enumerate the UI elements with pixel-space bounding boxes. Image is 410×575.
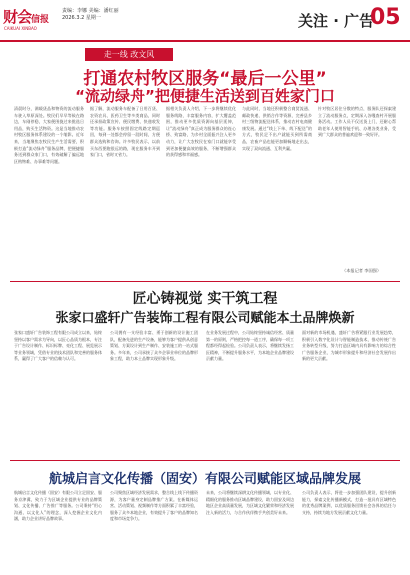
section-title: 关注 · 广告 xyxy=(298,12,375,30)
page-header xyxy=(0,0,410,46)
story-column-4: 与此同时，当地还积极整合商贸流通、邮政快递、供销合作等资源，完善县乡村三级物流配送体系，推动农村电商健康发展。通过“线上下单、线下配送”的方式，牧民足不出户就能买到所需商品，农畜产品也能更加顺畅地走出去，实现了双向流通、互利共赢。 xyxy=(242,106,312,151)
ad2-column-2: 公司聚焦区域经济发展需求，整合线上线下传播资源，为客户量身定制品牌推广方案。在新媒体运营、活动策划、视频制作等方面积累了丰富经验，服务了众多本地企业，有效提升了客户的品牌知名度和市场竞争力。 xyxy=(110,490,198,522)
ad1-headline: 匠心铸视觉 实干筑工程 xyxy=(132,291,278,307)
header-rule xyxy=(0,40,410,42)
ad2-column-4: 公司负责人表示，将进一步加强团队建设，提升创新能力，探索文化传播新模式，打造一批具有区域特色的优秀品牌案例，以优质服务回馈社会各界的信任与支持，持续为地方发展贡献文化力量。 xyxy=(302,490,396,515)
ad1-column-3: 在业务发展过程中，公司始终坚持诚信经营、质量第一的原则，严格把控每一道工序，确保每一项工程都经得起检验。公司负责人表示，将继续发扬工匠精神，不断提升服务水平，为本地企业品牌建设贡献力量。 xyxy=(206,330,294,362)
date-line: 2026.3.2 星期一 xyxy=(62,15,101,21)
ad2-column-1: 航城启言文化传播（固安）有限公司立足固安、服务京津冀，致力于为区域企业提供专业的品牌策划、文化传播、广告推广等服务。公司秉持“用心沟通、以文化人”的理念，深入挖掘企业文化内涵，助力企业讲好品牌故事。 xyxy=(14,490,102,522)
ad2-headline: 航城启言文化传播（固安）有限公司赋能区域品牌发展 xyxy=(48,472,361,487)
story-column-3: 据相关负责人介绍，下一步将继续优化服务线路，丰富服务内容，扩大覆盖范围，推动更多优质资源向基层延伸，让“流动绿舟”真正成为服务群众的连心桥、致富路，为乡村全面振兴注入更多动力，让广大农牧民在家门口就能享受到更加便捷高效的服务，不断增强群众的获得感和幸福感。 xyxy=(166,106,236,158)
story-column-1: 清晨时分，满载货品和物资的流动服务车驶入草原深处。牧民们早早等候在路边，车刚停稳，大家便围拢过来挑选日用品，购买生活物资。这是当地推动农村牧区服务体系建设的一个缩影。近年来，当地聚焦农牧民生产生活需要，积极打造“流动绿舟”服务品牌，把便捷服务送到群众家门口，有效破解了偏远地区购物难、办事难等问题。 xyxy=(14,106,84,164)
ad1-column-2: 公司拥有一支经验丰富、勇于创新的设计施工团队，配备先进的生产设备，能够为客户提供从创意策划、方案设计到生产制作、安装施工的一站式服务。多年来，公司承接了众多企事业单位的品牌形象工程，助力本土品牌实现形象升级。 xyxy=(110,330,198,362)
story-column-2: 据了解，流动服务车配备了日用百货、农资农具、医药卫生等多类商品，同时还承担政策宣传、便民缴费、快递收发等功能。服务车按照固定线路定期巡回，每到一处都会停留一段时间，方便群众选购和咨询。许多牧民表示，以前买东西要跑很远的路，现在服务车开到家门口，省时又省力。 xyxy=(90,106,160,158)
story-kicker: 走一线 改文风 xyxy=(85,48,173,61)
section-divider-1 xyxy=(10,281,400,282)
story-column-5: 针对牧区居住分散的特点，服务队还探索建立了流动服务点，定期深入各嘎查村开展服务活动。工作人员不仅送货上门，还耐心帮助老年人使用智能手机、办理各类业务，受到广大群众的普遍欢迎和一致好评。 xyxy=(318,106,396,138)
newspaper-brand: 财会信报 xyxy=(3,8,50,26)
story-byline: （本报记者 李国强） xyxy=(342,268,382,273)
ad2-column-3: 未来，公司将继续深耕文化传播领域，以专业化、精细化的服务推动区域品牌建设，助力固安及周边地区企业高质量发展，为区域文化繁荣和经济发展注入新的活力，与合作伙伴携手共创美好未来。 xyxy=(206,490,294,515)
brand-subtitle: CAIKUAI XINBAO xyxy=(4,26,37,31)
editor-line: 责编：李娜 美编：潘红丽 xyxy=(62,8,119,14)
issue-meta xyxy=(62,8,119,22)
ad1-column-4: 面对新的市场机遇，盛轩广告将紧跟行业发展趋势，积极引入数字化设计与智能制造技术，推动传统广告业务转型升级，努力打造区域内具有影响力的综合性广告服务企业，为城市形象提升和经济社会发展作出新的更大贡献。 xyxy=(302,330,396,362)
ad1-subheadline: 张家口盛轩广告装饰工程有限公司赋能本土品牌焕新 xyxy=(55,311,355,326)
story-headline: 打通农村牧区服务“最后一公里” xyxy=(83,69,327,89)
section-divider-2 xyxy=(10,460,400,461)
story-subheadline: “流动绿舟”把便捷生活送到百姓家门口 xyxy=(75,87,335,105)
page-number: 05 xyxy=(370,5,401,30)
ad1-column-1: 张家口盛轩广告装饰工程有限公司成立以来，始终坚持以客户需求为导向，以匠心品质为根本，专注于广告设计制作、标识标牌、亮化工程、展览展示等业务领域，凭借专业的技术团队和完善的服务体系，赢得了广大客户的信赖与认可。 xyxy=(14,330,102,362)
